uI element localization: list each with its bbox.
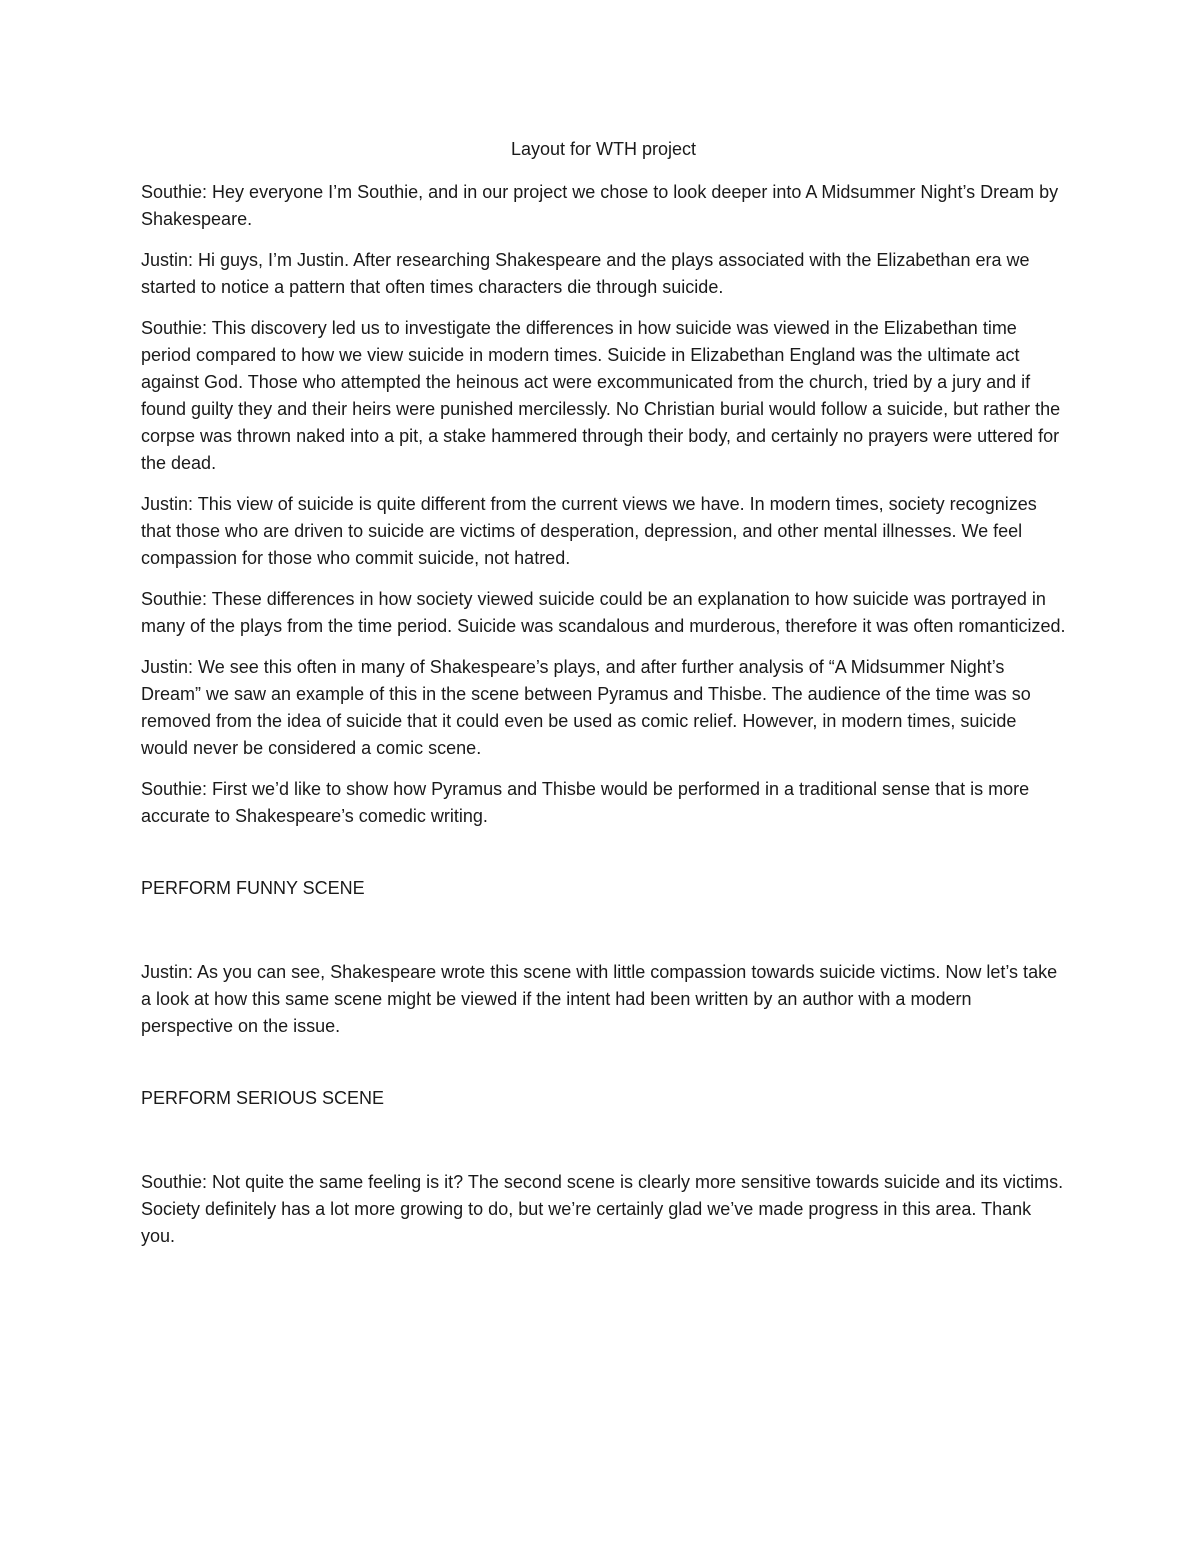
paragraph-southie-intro: Southie: Hey everyone I’m Southie, and in our project we chose to look deeper into A Midsummer Night’s Dream by Shakespeare. [141,182,1059,229]
stage-direction-serious-scene: PERFORM SERIOUS SCENE [141,1088,385,1108]
paragraph-justin-modern-view: Justin: This view of suicide is quite different from the current views we have. In modern times, society recognizes that those who are driven to suicide are victims of desperation, depression, and other mental illnesses. We feel compassion for those who commit suicide, not hatred. [141,494,1037,568]
paragraph-southie-traditional: Southie: First we’d like to show how Pyramus and Thisbe would be performed in a traditional sense that is more accurate to Shakespeare’s comedic writing. [141,779,1030,826]
paragraph-southie-closing: Southie: Not quite the same feeling is it? The second scene is clearly more sensitive towards suicide and its victims. Society definitely has a lot more growing to do, but we’re certainly glad we’ve made progress in this area. Thank you. [141,1172,1064,1246]
paragraph-southie-differences: Southie: These differences in how society viewed suicide could be an explanation to how suicide was portrayed in many of the plays from the time period. Suicide was scandalous and murderous, therefore it was often romanticized. [141,589,1066,636]
paragraph-southie-discovery: Southie: This discovery led us to investigate the differences in how suicide was viewed in the Elizabethan time period compared to how we view suicide in modern times. Suicide in Elizabethan England was the ultimate act against God. Those who attempted the heinous act were excommunicated from the church, tried by a jury and if found guilty they and their heirs were punished mercilessly. No Christian burial would follow a suicide, but rather the corpse was thrown naked into a pit, a stake hammered through their body, and certainly no prayers were uttered for the dead. [141,318,1061,473]
document-title: Layout for WTH project [510,139,697,159]
paragraph-justin-modern-perspective: Justin: As you can see, Shakespeare wrote this scene with little compassion towards suicide victims. Now let’s take a look at how this same scene might be viewed if the intent had been written by an author with a modern perspective on the issue. [141,962,1058,1036]
stage-direction-funny-scene: PERFORM FUNNY SCENE [141,878,365,898]
document-body [141,136,1066,1264]
paragraph-justin-intro: Justin: Hi guys, I’m Justin. After researching Shakespeare and the plays associated with the Elizabethan era we started to notice a pattern that often times characters die through suicide. [141,250,1030,297]
paragraph-justin-analysis: Justin: We see this often in many of Shakespeare’s plays, and after further analysis of “A Midsummer Night’s Dream” we saw an example of this in the scene between Pyramus and Thisbe. The audience of the time was so removed from the idea of suicide that it could even be used as comic relief. However, in modern times, suicide would never be considered a comic scene. [141,657,1031,758]
